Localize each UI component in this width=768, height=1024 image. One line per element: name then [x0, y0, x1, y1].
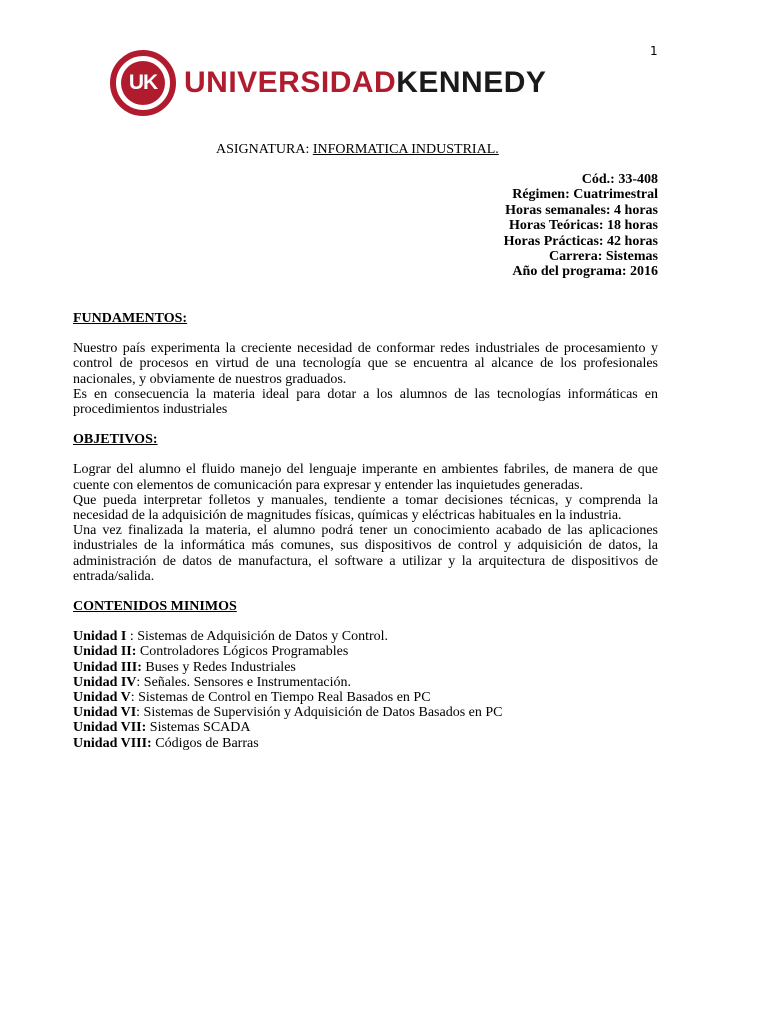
unit-text: Buses y Redes Industriales [141, 659, 296, 675]
logo-word-universidad: UNIVERSIDAD [184, 66, 397, 99]
unit-text: : Señales. Sensores e Instrumentación. [136, 674, 352, 690]
page-number: 1 [650, 44, 658, 58]
contenidos-heading: CONTENIDOS MINIMOS [73, 599, 237, 615]
unit-label: Unidad III: [73, 659, 142, 675]
info-regime: Régimen: Cuatrimestral [512, 187, 658, 203]
fundamentos-heading: FUNDAMENTOS: [73, 311, 188, 326]
unit-label: Unidad II: [73, 644, 137, 660]
info-program-year: Año del programa: 2016 [512, 264, 658, 280]
objetivos-paragraph: Que pueda interpretar folletos y manuales, tendiente a tomar decisiones técnicas, y comprenda la necesidad de la adquisición de magnitudes físicas, químicas y eléctricas habituales en la industria. [73, 492, 658, 524]
unit-label: Unidad V [73, 690, 131, 706]
fundamentos-paragraph: Es en consecuencia la materia ideal para dotar a los alumnos de las tecnologías informáticas en procedimientos industriales [73, 386, 658, 418]
uk-logo-icon [110, 50, 176, 116]
info-practice-hours: Horas Prácticas: 42 horas [503, 233, 658, 249]
unit-item [73, 629, 658, 644]
course-info [504, 172, 658, 280]
university-logo [110, 50, 546, 116]
info-code: Cód.: 33-408 [581, 172, 658, 187]
unit-text: : Sistemas de Supervisión y Adquisición de Datos Basados en PC [136, 705, 503, 721]
logo-word-kennedy: KENNEDY [396, 66, 547, 99]
unit-text: Códigos de Barras [151, 735, 259, 751]
unit-label: Unidad VI [73, 705, 137, 721]
fundamentos-paragraph: Nuestro país experimenta la creciente necesidad de conformar redes industriales de procesamiento y control de procesos en virtud de una tecnología que se encuentra al alcance de los profesionales nacionales, y obviamente de nuestros graduados. [73, 341, 658, 387]
objetivos-heading: OBJETIVOS: [73, 432, 158, 448]
subject-prefix: ASIGNATURA: [216, 142, 313, 157]
info-weekly-hours: Horas semanales: 4 horas [505, 202, 658, 218]
objetivos-paragraph: Lograr del alumno el fluido manejo del lenguaje imperante en ambientes fabriles, de manera de que cuente con elementos de comunicación para expresar y entender las inquietudes generadas. [73, 462, 658, 493]
unit-text: : Sistemas de Control en Tiempo Real Basados en PC [130, 690, 431, 706]
logo-wordmark [184, 66, 546, 100]
logo-mark: UK [121, 61, 165, 105]
unit-label: Unidad VIII: [73, 735, 152, 751]
unit-item [73, 736, 658, 751]
unit-item [73, 644, 658, 659]
info-theory-hours: Horas Teóricas: 18 horas [509, 218, 658, 234]
unit-item [73, 720, 658, 735]
document-body [73, 311, 658, 751]
subject-title [216, 142, 499, 158]
unit-item [73, 675, 658, 690]
unit-text: Controladores Lógicos Programables [136, 644, 349, 660]
objetivos-paragraph: Una vez finalizada la materia, el alumno podrá tener un conocimiento acabado de las aplicaciones industriales de la informática más comunes, sus dispositivos de control y adquisición de datos, la administración de datos de manufactura, el software a utilizar y la arquitectura de dispositivos de entrada/salida. [73, 523, 658, 584]
unit-item [73, 690, 658, 705]
subject-name: INFORMATICA INDUSTRIAL. [312, 142, 499, 157]
unit-text: Sistemas SCADA [146, 720, 251, 736]
unit-label: Unidad I [73, 629, 127, 645]
unit-label: Unidad IV [73, 674, 137, 690]
unit-text: : Sistemas de Adquisición de Datos y Control. [126, 629, 389, 645]
info-career: Carrera: Sistemas [549, 249, 658, 265]
unit-item [73, 705, 658, 720]
unit-label: Unidad VII: [73, 720, 147, 736]
unit-item [73, 660, 658, 675]
